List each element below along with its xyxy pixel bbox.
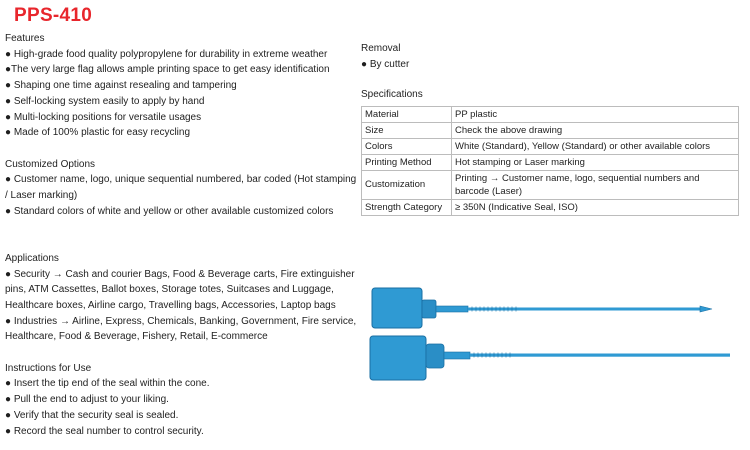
spec-key: Strength Category — [362, 199, 452, 215]
seal-top — [372, 288, 712, 328]
applications-heading: Applications — [5, 252, 59, 264]
table-row — [362, 154, 739, 170]
table-row — [362, 138, 739, 154]
spec-key: Printing Method — [362, 154, 452, 170]
seal-neck — [444, 352, 470, 359]
instruction-item: ● Record the seal number to control security. — [5, 425, 204, 437]
spec-value: White (Standard), Yellow (Standard) or other available colors — [452, 138, 739, 154]
feature-item: ● Self-locking system easily to apply by hand — [5, 95, 205, 107]
table-row — [362, 199, 739, 215]
seal-lock-head — [426, 344, 444, 368]
product-title: PPS-410 — [14, 5, 93, 26]
removal-heading: Removal — [361, 43, 401, 54]
seal-lock-head — [422, 300, 436, 318]
seal-flag — [370, 336, 426, 380]
removal-item: ● By cutter — [361, 58, 410, 70]
spec-value: Check the above drawing — [452, 122, 739, 138]
instruction-item: ● Verify that the security seal is sealed. — [5, 409, 179, 421]
seal-product-image — [360, 270, 740, 390]
right-column — [361, 41, 741, 216]
customized-heading: Customized Options — [5, 158, 96, 170]
features-heading: Features — [5, 33, 45, 44]
spec-value: ≥ 350N (Indicative Seal, ISO) — [452, 199, 739, 215]
specifications-table — [361, 106, 739, 216]
table-row — [362, 170, 739, 199]
instructions-heading: Instructions for Use — [5, 362, 92, 374]
seal-tip — [700, 306, 712, 312]
feature-item: ● Multi-locking positions for versatile usages — [5, 111, 202, 123]
specifications-heading: Specifications — [361, 89, 423, 100]
feature-item: ● High-grade food quality polypropylene for durability in extreme weather — [5, 48, 328, 60]
application-item: ● Security → Cash and courier Bags, Food & Beverage carts, Fire extinguisher pins, ATM Cassettes, Ballot boxes, Storage totes, Suitcases and Luggage, Healthcare boxes, Airline cargo, Travelling bags, Accessories, Laptop bags — [5, 268, 355, 311]
table-row — [362, 122, 739, 138]
seal-bottom — [370, 336, 730, 380]
spec-key: Size — [362, 122, 452, 138]
feature-item: ● Made of 100% plastic for easy recycling — [5, 127, 191, 139]
feature-item: ●The very large flag allows ample printing space to get easy identification — [5, 64, 330, 76]
spec-key: Material — [362, 106, 452, 122]
customized-item: ● Customer name, logo, unique sequential numbered, bar coded (Hot stamping / Laser marking) — [5, 174, 357, 202]
application-item: ● Industries → Airline, Express, Chemicals, Banking, Government, Fire service, Healthcare, Food & Beverage, Fishery, Retail, E-commerce — [5, 315, 357, 343]
seal-flag — [372, 288, 422, 328]
spec-value: Printing → Customer name, logo, sequential numbers and barcode (Laser) — [452, 170, 739, 199]
customized-item: ● Standard colors of white and yellow or other available customized colors — [5, 205, 334, 217]
instruction-item: ● Pull the end to adjust to your liking. — [5, 394, 169, 406]
spec-key: Colors — [362, 138, 452, 154]
table-row — [362, 106, 739, 122]
seal-neck — [436, 306, 468, 312]
seal-strap — [470, 354, 730, 357]
spec-value: Hot stamping or Laser marking — [452, 154, 739, 170]
feature-item: ● Shaping one time against resealing and tampering — [5, 80, 237, 92]
seal-strap — [468, 308, 700, 311]
instruction-item: ● Insert the tip end of the seal within the cone. — [5, 378, 210, 390]
left-column — [5, 31, 357, 439]
spec-key: Customization — [362, 170, 452, 199]
spec-value: PP plastic — [452, 106, 739, 122]
